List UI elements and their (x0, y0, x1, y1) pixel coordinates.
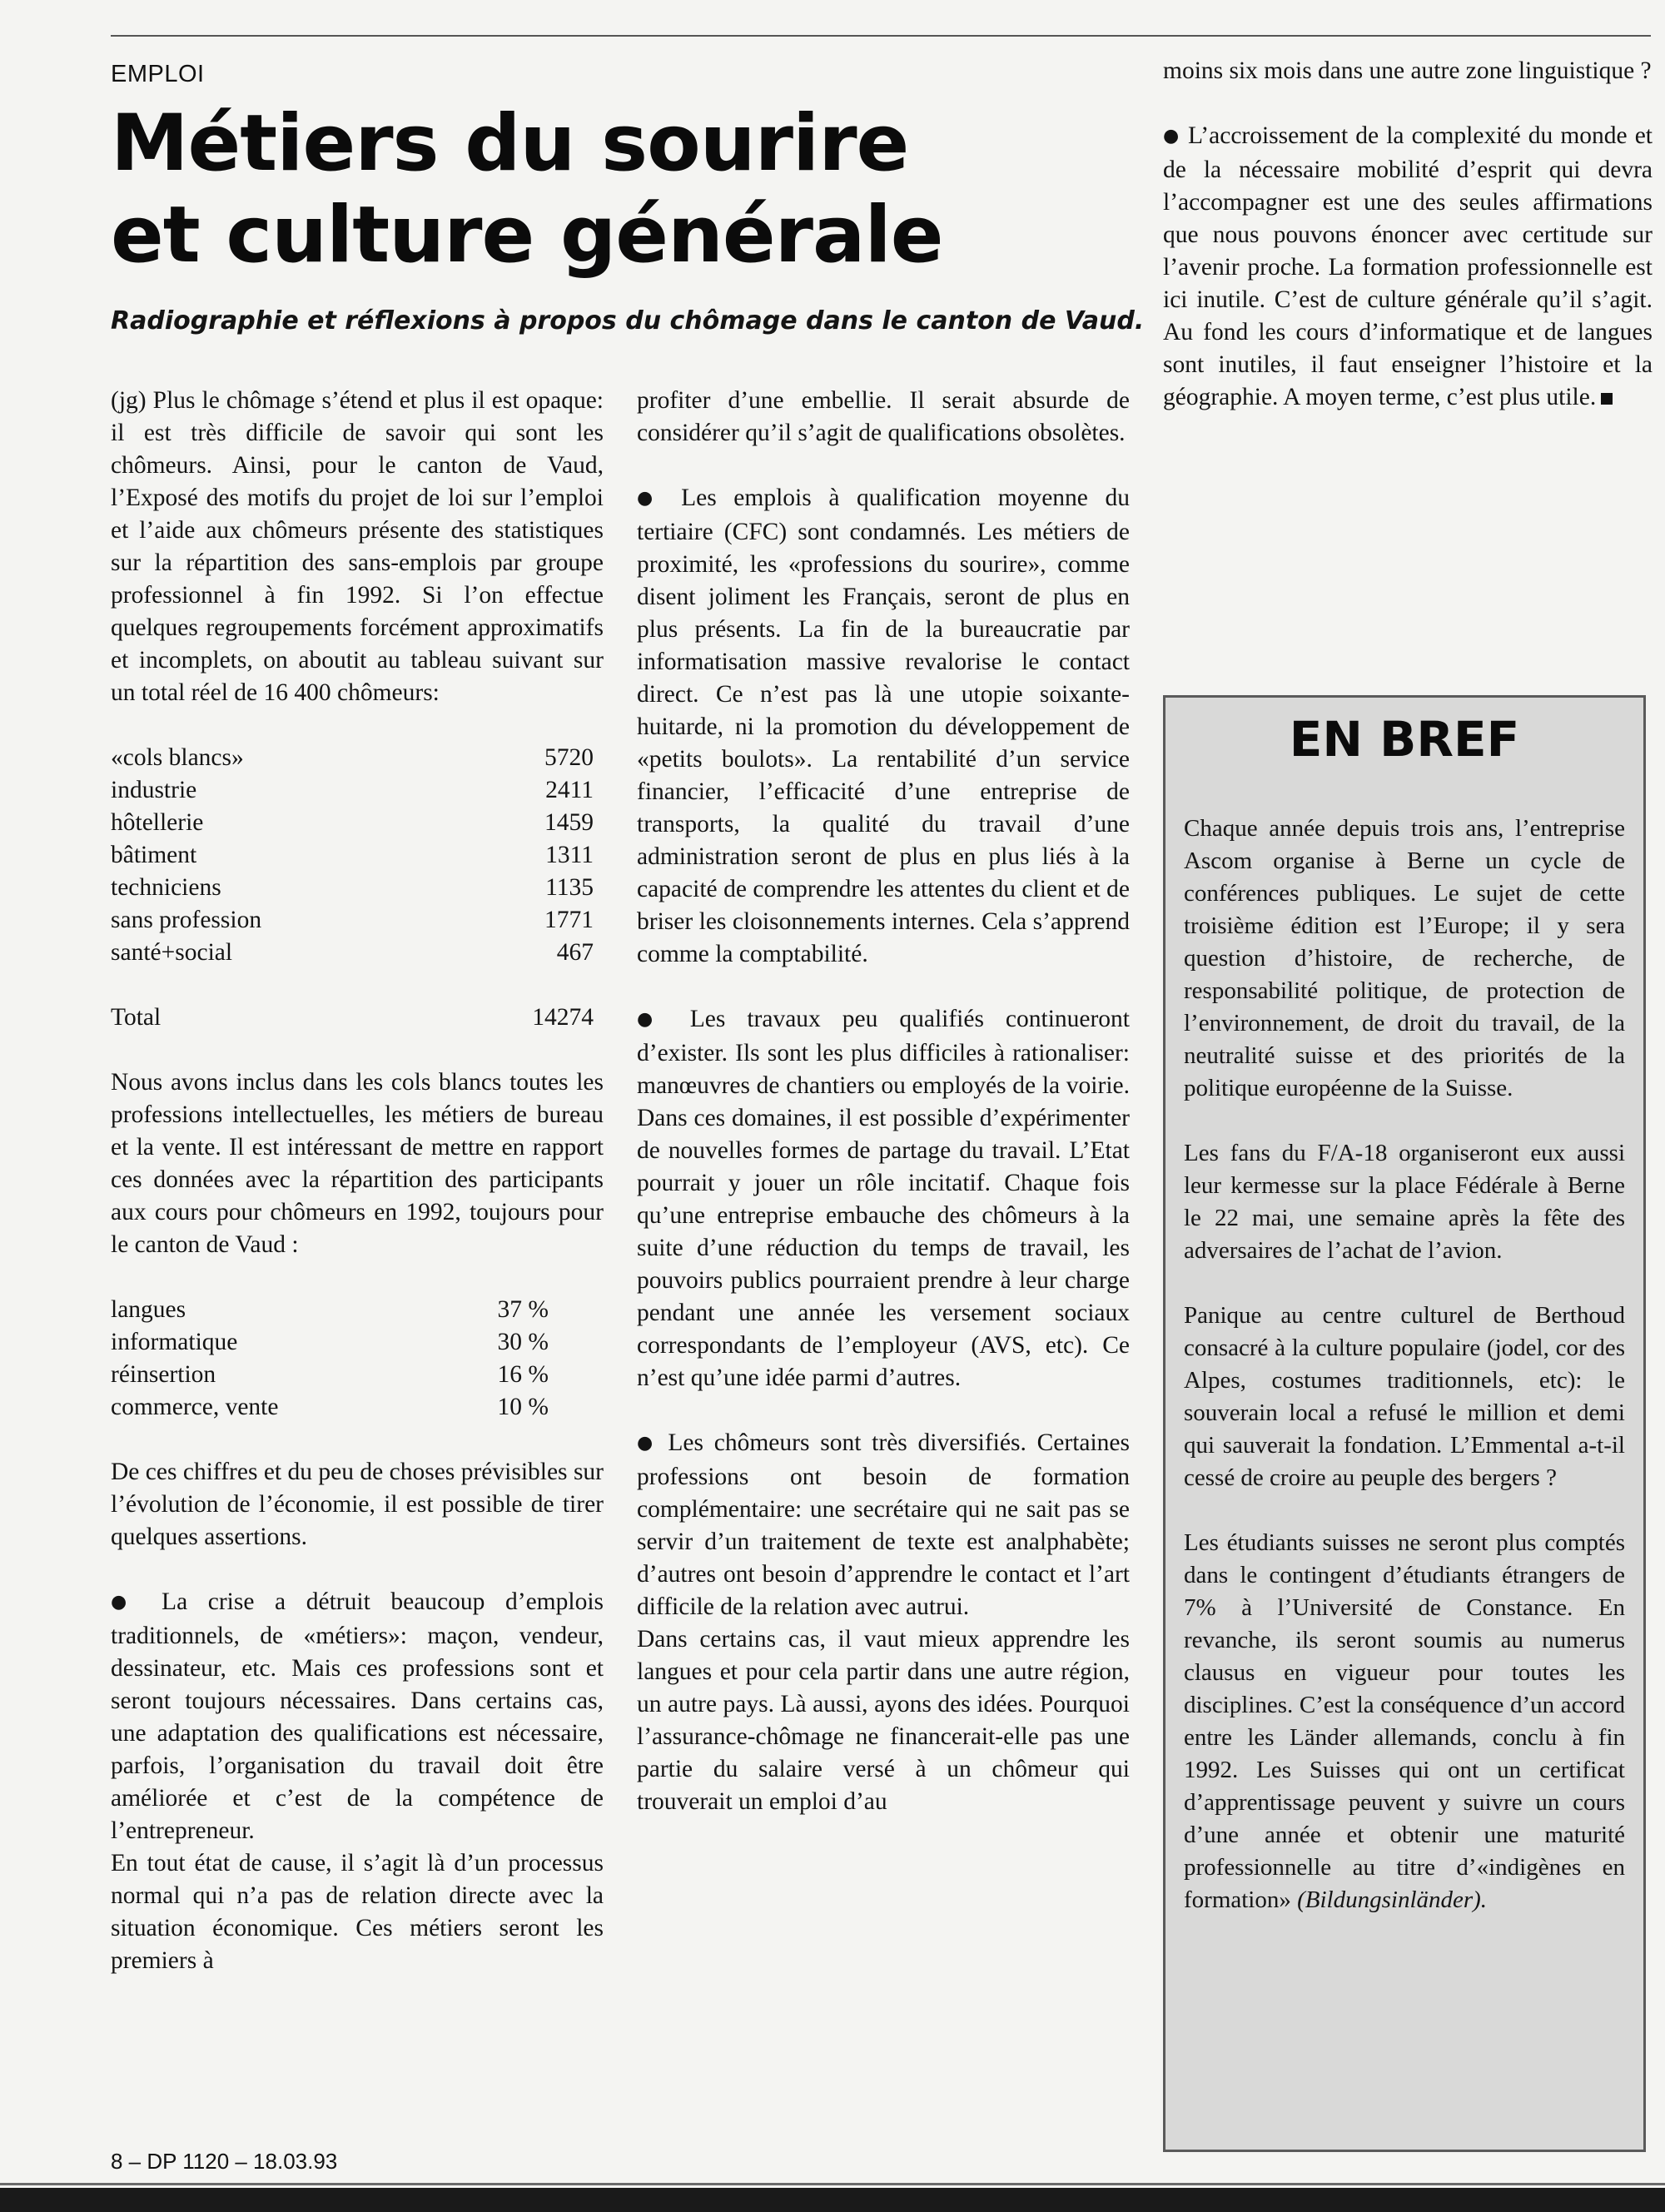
paragraph: profiter d’une embellie. Il serait absurde de considérer qu’il s’agit de qualifications obsolètes. (637, 387, 1130, 446)
bullet-paragraph (637, 1003, 1130, 1394)
bullet-text: Les travaux peu qualifiés continueront d’exister. Ils sont les plus difficiles à rationaliser: manœuvres de chantiers ou employés de la voirie. Dans ces domaines, il est possible d’expérimenter de nouvelles formes de partage du travail. L’Etat pourrait y jouer un rôle incitatif. Chaque fois qu’une entreprise embauche des chômeurs à la suite d’une réduction du temps de travail, les pouvoirs publics pourraient prendre à leur charge pendant une année les versement sociaux correspondants de l’employeur (AVS, etc). Ce n’est qu’une idée parmi d’autres. (637, 1006, 1130, 1391)
row-value: 16 % (497, 1361, 549, 1388)
row-value: 1135 (545, 874, 594, 901)
row-value: 1771 (544, 907, 594, 933)
bullet-paragraph (1163, 120, 1653, 414)
unemployment-table (111, 742, 604, 1034)
end-of-article-mark (1601, 393, 1613, 405)
row-label: informatique (111, 1329, 238, 1355)
bullet-text: La crise a détruit beaucoup d’emplois traditionnels, de «métiers»: maçon, vendeur, dessinateur, etc. Mais ces professions sont et seront toujours nécessaires. Dans certains cas, une adaptation des qualifications est nécessaire, parfois, l’organisation du travail doit être améliorée et c’est de la compétence de l’entrepreneur. (111, 1588, 604, 1844)
row-label: langues (111, 1296, 186, 1323)
table-row (111, 872, 604, 904)
en-bref-body (1184, 813, 1625, 1949)
intro-paragraph: (jg) Plus le chômage s’étend et plus il est opaque: il est très difficile de savoir qui sont les chômeurs. Ainsi, pour le canton de Vaud, l’Exposé des motifs du projet de loi sur l’emploi et l’aide aux chômeurs présente des statistiques sur la répartition des sans-emplois par groupe professionnel à fin 1992. Si l’on effectue quelques regroupements forcément approximatifs et incomplets, on aboutit au tableau suivant sur un total réel de 16 400 chômeurs: (111, 387, 604, 706)
brief-item: Les fans du F/A-18 organiseront eux aussi leur kermesse sur la place Fédérale à Berne le 22 mai, une semaine après la fête des adversaires de l’achat de l’avion. (1184, 1140, 1625, 1264)
row-value: 1311 (545, 842, 594, 868)
bullet-text: L’accroissement de la complexité du monde et de la nécessaire mobilité d’esprit qui devra l’accompagner est une des seules affirmations que nous pouvons énoncer avec certitude sur l’avenir proche. La formation professionnelle est ici inutile. C’est de culture générale qu’il s’agit. Au fond les cours d’informatique et de langues sont inutiles, il faut enseigner l’histoire et la géographie. A moyen terme, c’est plus utile. (1163, 122, 1653, 410)
row-label: réinsertion (111, 1361, 216, 1388)
bottom-rule (0, 2183, 1665, 2185)
bullet-paragraph (637, 1427, 1130, 1623)
table-row (111, 807, 604, 839)
table-row (111, 1294, 604, 1326)
bullet-text: Les emplois à qualification moyenne du tertiaire (CFC) sont condamnés. Les métiers de proximité, les «professions du sourire», comme disent joliment les Français, seront de plus en plus présents. La fin de la bureaucratie par informatisation massive revalorise le contact direct. Ce n’est pas là une utopie soixante-huitarde, ni la promotion du développement de «petits boulots». La rentabilité d’un service financier, l’efficacité d’une entreprise de transports, la qualité du travail d’une administration seront de plus en plus liés à la capacité de comprendre les attentes du client et de briser les cloisonnements internes. Cela s’apprend comme la comptabilité. (637, 485, 1130, 967)
brief-item-text: Les étudiants suisses ne seront plus comptés dans le contingent d’étudiants étrangers de 7% à l’Université de Constance. En revanche, ils seront soumis au numerus clausus en vigueur pour toutes les disciplines. C’est la conséquence d’un accord entre les Länder allemands, conclu à fin 1992. Les Suisses qui ont un certificat d’apprentissage peuvent y suivre un cours d’une année et obtenir une maturité professionnelle au titre d’«indigènes en formation» (1184, 1529, 1625, 1913)
article-column-2 (637, 385, 1130, 1818)
article-subtitle: Radiographie et réflexions à propos du chômage dans le canton de Vaud. (111, 306, 1145, 336)
bullet-paragraph (637, 482, 1130, 971)
section-rubric: EMPLOI (111, 61, 205, 87)
row-label: hôtellerie (111, 809, 204, 836)
row-label: «cols blancs» (111, 744, 244, 771)
table-row (111, 904, 604, 937)
top-rule (111, 35, 1651, 37)
paragraph: Nous avons inclus dans les cols blancs toutes les professions intellectuelles, les métiers de bureau et la vente. Il est intéressant de mettre en rapport ces données avec la répartition des participants aux cours pour chômeurs en 1992, toujours pour le canton de Vaud : (111, 1069, 604, 1258)
paragraph: En tout état de cause, il s’agit là d’un processus normal qui n’a pas de relation directe avec la situation économique. Ces métiers seront les premiers à (111, 1850, 604, 1974)
headline-line-2: et culture générale (111, 190, 943, 281)
row-label: santé+social (111, 939, 233, 966)
brief-item (1184, 1527, 1625, 1916)
bullet-icon: ● (637, 1433, 658, 1454)
table-row (111, 774, 604, 807)
brief-item: Chaque année depuis trois ans, l’entreprise Ascom organise à Berne un cycle de conférences publiques. Le sujet de cette troisième édition est l’Europe; il y sera question d’histoire, de recherche, de responsabilité politique, de protection de l’environnement, de droit du travail, de la neutralité suisse et des priorités de la politique européenne de la Suisse. (1184, 815, 1625, 1101)
article-headline (111, 98, 1151, 281)
bullet-icon: ● (637, 488, 664, 509)
row-label: sans profession (111, 907, 262, 933)
brief-item: Panique au centre culturel de Berthoud consacré à la culture populaire (jodel, cor des Alpes, costumes traditionnels, etc): le souverain local a refusé le million et demi qui sauverait la fondation. L’Emmental a-t-il cessé de croire au peuple des bergers ? (1184, 1302, 1625, 1491)
row-value: 37 % (497, 1296, 549, 1323)
page-footer: 8 – DP 1120 – 18.03.93 (111, 2149, 338, 2174)
row-value: 5720 (544, 744, 594, 771)
row-label: industrie (111, 777, 197, 803)
en-bref-box (1163, 695, 1646, 2152)
en-bref-title: EN BREF (1289, 711, 1520, 768)
paragraph: moins six mois dans une autre zone linguistique ? (1163, 57, 1652, 84)
total-label: Total (111, 1004, 162, 1031)
row-label: bâtiment (111, 842, 197, 868)
table-row (111, 742, 604, 774)
bullet-icon: ● (637, 1009, 668, 1030)
row-value: 467 (556, 939, 594, 966)
row-label: techniciens (111, 874, 221, 901)
paragraph: Dans certains cas, il vaut mieux apprendre les langues et pour cela partir dans une autre région, un autre pays. Là aussi, ayons des idées. Pourquoi l’assurance-chômage ne financerait-elle pas une partie du salaire versé à un chômeur qui trouverait un emploi d’au (637, 1626, 1130, 1815)
article-column-1 (111, 385, 604, 1977)
bullet-text: Les chômeurs sont très diversifiés. Certaines professions ont besoin de formation complémentaire: une secrétaire qui ne sait pas se servir d’un traitement de texte est analphabète; d’autres ont besoin d’apprendre le contact et l’art difficile de la relation avec autrui. (637, 1429, 1130, 1620)
bullet-paragraph (111, 1586, 604, 1847)
total-value: 14274 (532, 1004, 594, 1031)
brief-item-italic: (Bildungsinländer). (1297, 1886, 1488, 1913)
row-value: 1459 (544, 809, 594, 836)
row-value: 10 % (497, 1394, 549, 1420)
table-row (111, 1326, 604, 1359)
courses-table (111, 1294, 604, 1424)
table-row (111, 937, 604, 969)
row-value: 2411 (545, 777, 594, 803)
article-column-3 (1163, 55, 1653, 446)
scan-edge-band (0, 2188, 1665, 2212)
bullet-icon: ● (111, 1592, 142, 1613)
table-total-row (111, 1002, 604, 1034)
table-row (111, 1359, 604, 1391)
paragraph: De ces chiffres et du peu de choses prévisibles sur l’évolution de l’économie, il est possible de tirer quelques assertions. (111, 1459, 604, 1550)
row-label: commerce, vente (111, 1394, 279, 1420)
table-row (111, 1391, 604, 1424)
bullet-icon: ● (1163, 126, 1180, 147)
table-row (111, 839, 604, 872)
row-value: 30 % (497, 1329, 549, 1355)
headline-line-1: Métiers du sourire (111, 98, 909, 189)
